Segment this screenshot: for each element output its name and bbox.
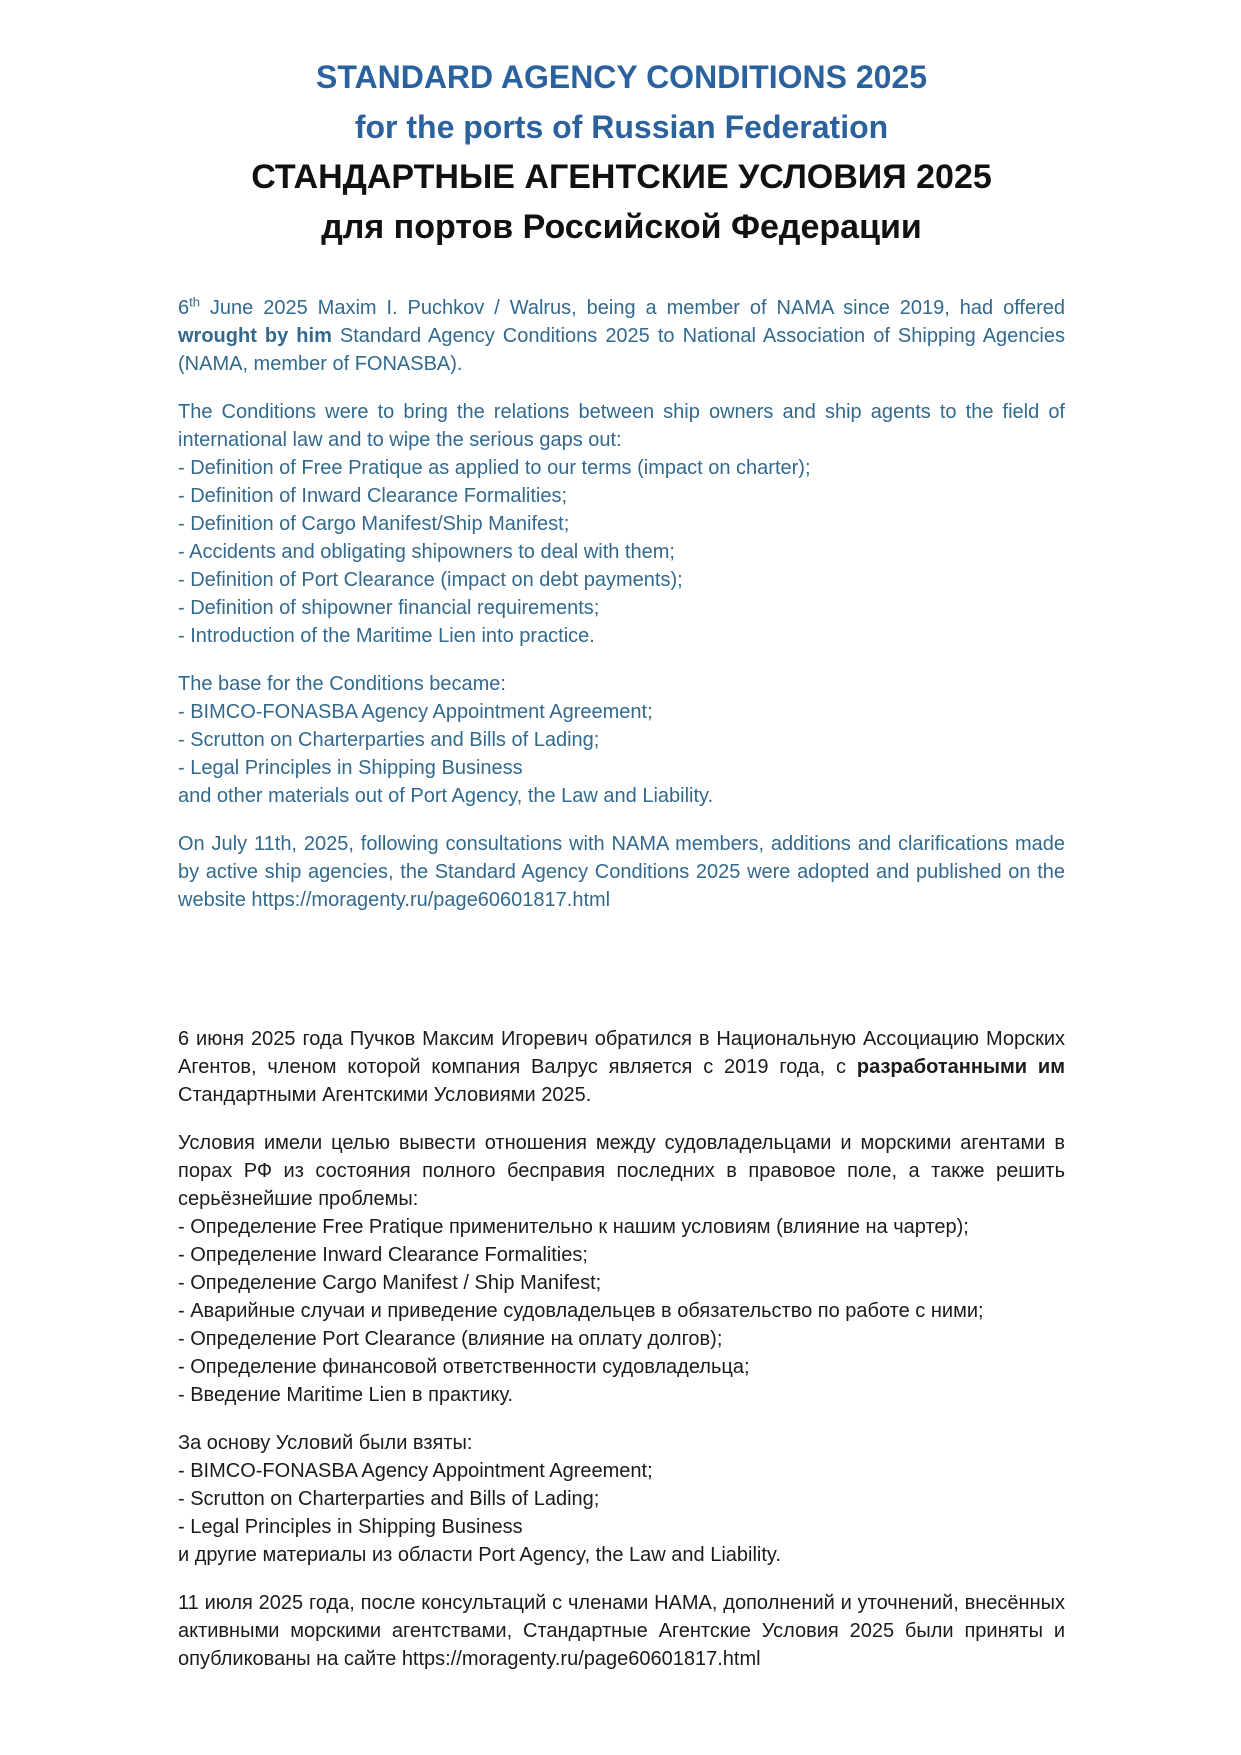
en-goal-item: - Definition of Inward Clearance Formalities;	[178, 485, 568, 507]
ru-goal-item: - Введение Maritime Lien в практику.	[178, 1384, 514, 1406]
en-source-item: - Scrutton on Charterparties and Bills of Lading;	[178, 729, 600, 751]
en-source-item: - Legal Principles in Shipping Business	[178, 757, 523, 779]
ru-goal-item: - Определение Port Clearance (влияние на оплату долгов);	[178, 1328, 723, 1350]
en-goals-intro: The Conditions were to bring the relations between ship owners and ship agents to the field of international law and to wipe the serious gaps out:	[178, 401, 1065, 451]
en-intro-ordinal-superscript: th	[189, 294, 200, 310]
ru-sources-paragraph	[178, 1429, 1065, 1569]
ru-goal-item: - Определение Free Pratique применительно к нашим условиям (влияние на чартер);	[178, 1216, 969, 1238]
en-source-item: - BIMCO-FONASBA Agency Appointment Agreement;	[178, 701, 653, 723]
en-sources-paragraph	[178, 670, 1065, 810]
en-goal-item: - Definition of Port Clearance (impact on debt payments);	[178, 569, 683, 591]
section-divider-space	[178, 934, 1065, 1025]
ru-adoption-paragraph	[178, 1589, 1065, 1673]
title-line-english-1: STANDARD AGENCY CONDITIONS 2025	[315, 59, 928, 95]
ru-sources-intro: За основу Условий были взяты:	[178, 1432, 473, 1454]
en-goals-paragraph	[178, 398, 1065, 650]
en-goal-item: - Accidents and obligating shipowners to deal with them;	[178, 541, 675, 563]
en-goal-item: - Definition of shipowner financial requirements;	[178, 597, 600, 619]
ru-source-item: - Legal Principles in Shipping Business	[178, 1516, 523, 1538]
ru-goal-item: - Определение Inward Clearance Formalities;	[178, 1244, 588, 1266]
english-section	[178, 294, 1065, 914]
en-adoption-url-text: https://moragenty.ru/page60601817.html	[251, 889, 611, 911]
ru-intro-paragraph	[178, 1025, 1065, 1109]
ru-goals-paragraph	[178, 1129, 1065, 1409]
title-line-russian-1: СТАНДАРТНЫЕ АГЕНТСКИЕ УСЛОВИЯ 2025	[251, 158, 992, 196]
en-intro-run3: Standard Agency Conditions 2025 to National Association of Shipping Agencies (NAMA, member of FONASBA).	[178, 325, 1065, 375]
en-intro-run2: June 2025 Maxim I. Puchkov / Walrus, being a member of NAMA since 2019, had offered	[199, 297, 1065, 319]
en-goal-item: - Definition of Free Pratique as applied to our terms (impact on charter);	[178, 457, 811, 479]
en-intro-bold-run: wrought by him	[178, 325, 332, 347]
ru-goals-intro: Условия имели целью вывести отношения между судовладельцами и морскими агентами в порах РФ из состояния полного бесправия последних в правовое поле, а также решить серьёзнейшие проблемы:	[178, 1132, 1065, 1210]
en-adoption-run1: On July 11th, 2025, following consultations with NAMA members, additions and clarifications made by active ship agencies, the Standard Agency Conditions 2025 were adopted and published on the website	[178, 833, 1065, 911]
title-line-russian-2: для портов Российской Федерации	[321, 208, 922, 246]
en-adoption-paragraph	[178, 830, 1065, 914]
document-title-block	[178, 52, 1065, 252]
en-sources-outro: and other materials out of Port Agency, the Law and Liability.	[178, 785, 714, 807]
ru-goal-item: - Аварийные случаи и приведение судовладельцев в обязательство по работе с ними;	[178, 1300, 984, 1322]
title-line-english-2: for the ports of Russian Federation	[354, 109, 889, 145]
ru-source-item: - Scrutton on Charterparties and Bills of Lading;	[178, 1488, 600, 1510]
ru-intro-run2: Стандартными Агентскими Условиями 2025.	[178, 1084, 592, 1106]
russian-section	[178, 1025, 1065, 1673]
ru-intro-run1: 6 июня 2025 года Пучков Максим Игоревич обратился в Национальную Ассоциацию Морских Агентов, членом которой компания Валрус является с 2019 года, с	[178, 1028, 1065, 1078]
ru-source-item: - BIMCO-FONASBA Agency Appointment Agreement;	[178, 1460, 653, 1482]
en-intro-paragraph	[178, 294, 1065, 378]
en-goal-item: - Introduction of the Maritime Lien into practice.	[178, 625, 595, 647]
ru-goal-item: - Определение финансовой ответственности судовладельца;	[178, 1356, 750, 1378]
ru-adoption-url-text: https://moragenty.ru/page60601817.html	[401, 1648, 761, 1670]
ru-goal-item: - Определение Cargo Manifest / Ship Manifest;	[178, 1272, 602, 1294]
en-goal-item: - Definition of Cargo Manifest/Ship Manifest;	[178, 513, 570, 535]
ru-sources-outro: и другие материалы из области Port Agency, the Law and Liability.	[178, 1544, 781, 1566]
ru-intro-bold-run: разработанными им	[856, 1056, 1065, 1078]
ru-adoption-run1: 11 июля 2025 года, после консультаций с членами НАМА, дополнений и уточнений, внесённых активными морскими агентствами, Стандартные Агентские Условия 2025 были приняты и опубликованы на сайте	[178, 1592, 1065, 1670]
en-intro-run1: 6	[178, 297, 190, 319]
en-sources-intro: The base for the Conditions became:	[178, 673, 506, 695]
